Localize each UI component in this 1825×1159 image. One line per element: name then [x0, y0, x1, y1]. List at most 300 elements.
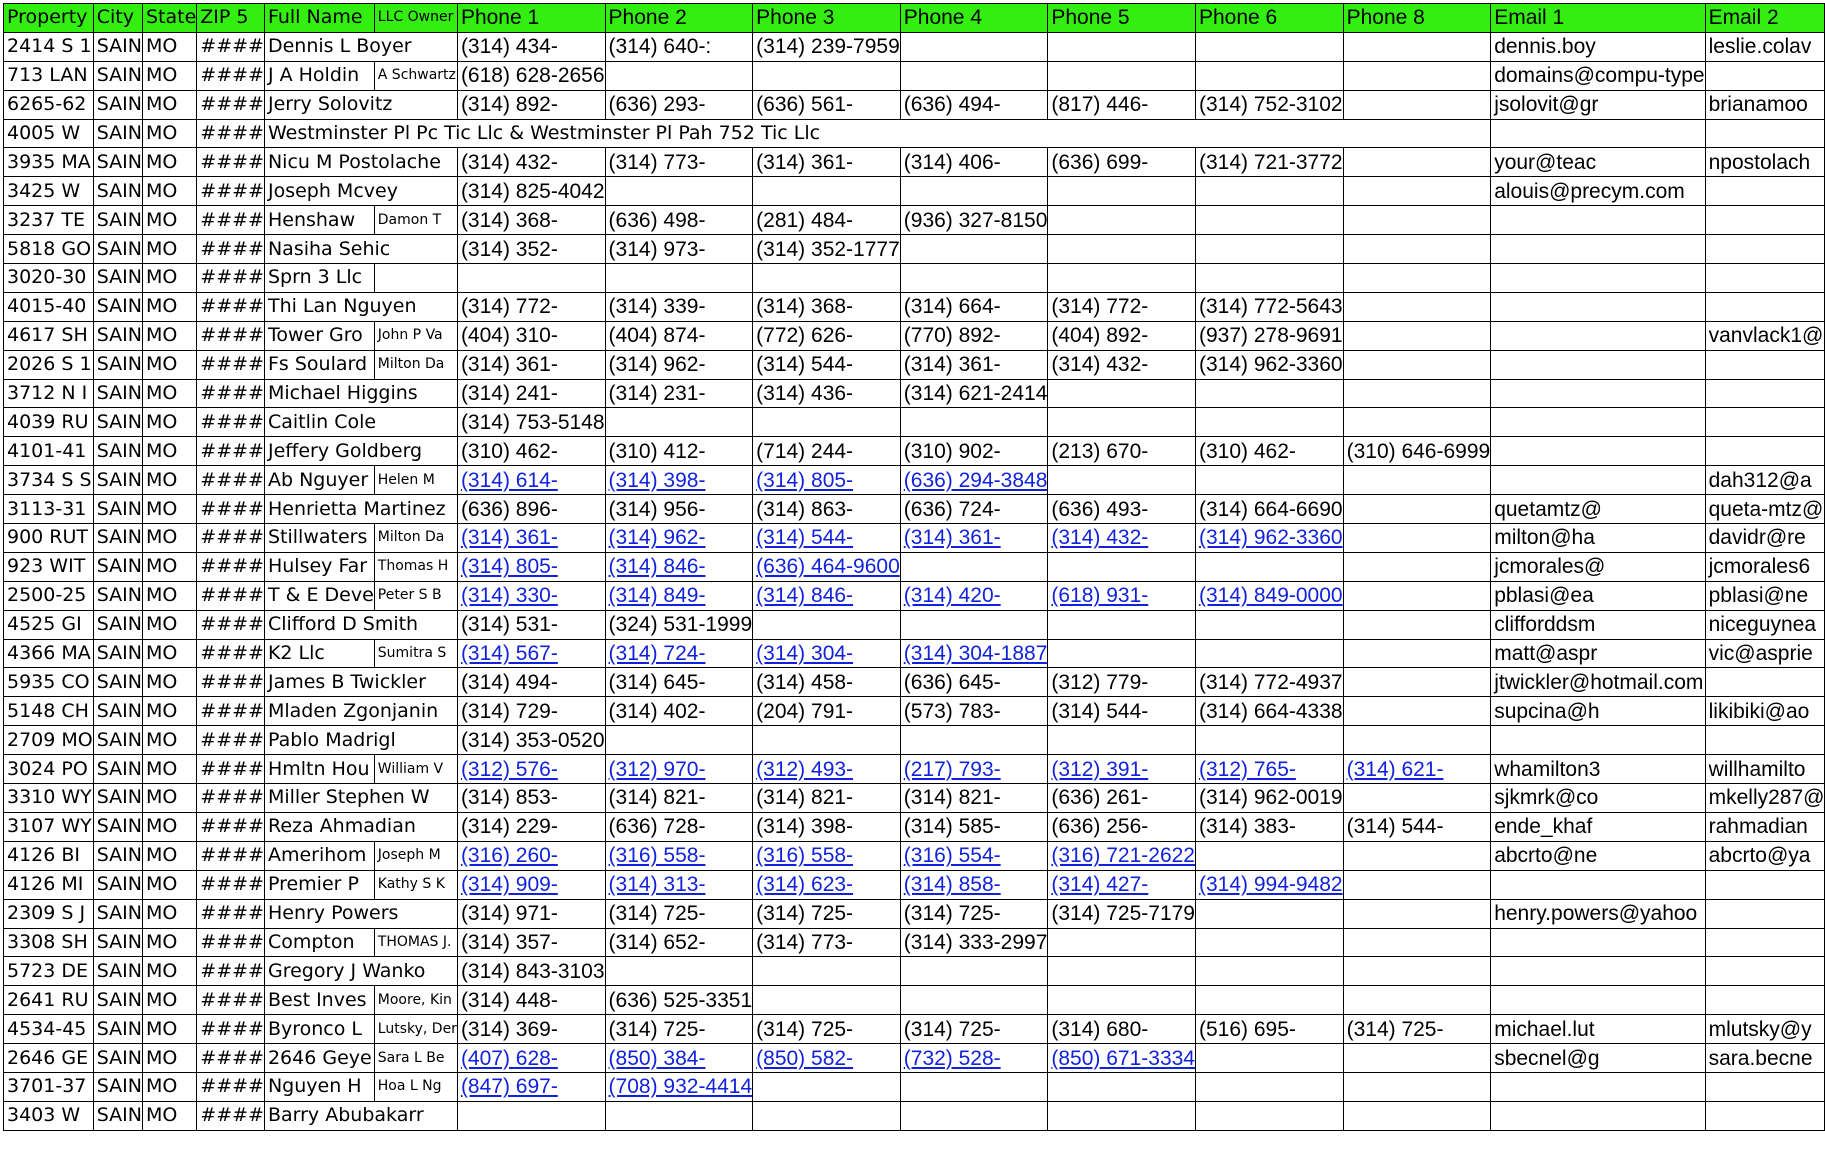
table-cell[interactable]: 3425 W [4, 177, 94, 206]
table-cell[interactable]: (314) 846- [605, 552, 753, 581]
table-cell[interactable]: (636) 561- [753, 90, 901, 119]
table-cell[interactable]: (314) 621-2414 [900, 379, 1048, 408]
table-cell[interactable]: (310) 412- [605, 437, 753, 466]
table-cell[interactable]: SAIN [93, 899, 142, 928]
table-cell[interactable]: (213) 670- [1048, 437, 1196, 466]
table-cell[interactable]: (618) 931- [1048, 581, 1196, 610]
table-cell[interactable]: mlutsky@y [1705, 1015, 1825, 1044]
table-cell[interactable]: #### [197, 1101, 265, 1130]
table-cell[interactable]: (636) 724- [900, 495, 1048, 524]
table-cell[interactable]: Gregory J Wanko [264, 957, 457, 986]
table-cell[interactable]: Compton [264, 928, 374, 957]
table-cell[interactable]: (316) 554- [900, 841, 1048, 870]
table-cell[interactable] [1195, 552, 1343, 581]
table-cell[interactable]: (314) 645- [605, 668, 753, 697]
table-cell[interactable]: MO [142, 784, 196, 813]
table-cell[interactable] [1343, 148, 1491, 177]
table-cell[interactable]: (314) 962-0019 [1195, 784, 1343, 813]
table-cell[interactable]: MO [142, 1015, 196, 1044]
table-cell[interactable]: SAIN [93, 552, 142, 581]
table-cell[interactable]: vanvlack1@ [1705, 321, 1825, 350]
table-cell[interactable]: 713 LAN [4, 61, 94, 90]
table-cell[interactable] [1705, 379, 1825, 408]
table-cell[interactable]: (314) 458- [753, 668, 901, 697]
table-cell[interactable]: Hmltn Hou [264, 755, 374, 784]
table-cell[interactable]: 4039 RU [4, 408, 94, 437]
table-cell[interactable]: (314) 361- [457, 524, 605, 553]
table-cell[interactable] [1048, 726, 1196, 755]
table-cell[interactable]: (314) 241- [457, 379, 605, 408]
table-cell[interactable]: SAIN [93, 668, 142, 697]
table-cell[interactable]: (732) 528- [900, 1044, 1048, 1073]
table-cell[interactable] [1195, 177, 1343, 206]
table-cell[interactable] [1343, 639, 1491, 668]
table-cell[interactable]: Dennis L Boyer [264, 32, 457, 61]
table-cell[interactable]: Milton Da [374, 350, 457, 379]
table-cell[interactable]: (314) 231- [605, 379, 753, 408]
table-cell[interactable]: Miller Stephen W [264, 784, 457, 813]
table-cell[interactable]: SAIN [93, 437, 142, 466]
table-cell[interactable]: (204) 791- [753, 697, 901, 726]
table-cell[interactable]: MO [142, 495, 196, 524]
table-cell[interactable]: Lutsky, Der [374, 1015, 457, 1044]
table-cell[interactable]: #### [197, 350, 265, 379]
table-cell[interactable]: (310) 462- [1195, 437, 1343, 466]
table-cell[interactable]: #### [197, 235, 265, 264]
table-cell[interactable]: #### [197, 32, 265, 61]
table-cell[interactable]: (314) 420- [900, 581, 1048, 610]
table-cell[interactable]: SAIN [93, 466, 142, 495]
table-cell[interactable] [605, 61, 753, 90]
table-cell[interactable] [1491, 1072, 1705, 1101]
table-cell[interactable]: (636) 525-3351 [605, 986, 753, 1015]
table-cell[interactable] [753, 1101, 901, 1130]
column-header[interactable]: ZIP 5 [197, 4, 265, 33]
table-cell[interactable]: (714) 244- [753, 437, 901, 466]
table-cell[interactable]: #### [197, 1072, 265, 1101]
table-cell[interactable]: willhamilto [1705, 755, 1825, 784]
table-cell[interactable]: (636) 498- [605, 206, 753, 235]
table-cell[interactable]: MO [142, 379, 196, 408]
table-cell[interactable]: SAIN [93, 119, 142, 148]
table-cell[interactable]: Amerihom [264, 841, 374, 870]
table-cell[interactable]: (636) 261- [1048, 784, 1196, 813]
table-cell[interactable] [605, 957, 753, 986]
table-cell[interactable] [1195, 235, 1343, 264]
table-cell[interactable] [1491, 321, 1705, 350]
table-cell[interactable]: Henry Powers [264, 899, 457, 928]
table-cell[interactable] [1343, 1101, 1491, 1130]
table-cell[interactable]: Michael Higgins [264, 379, 457, 408]
table-cell[interactable]: Byronco L [264, 1015, 374, 1044]
table-cell[interactable]: #### [197, 639, 265, 668]
table-cell[interactable]: SAIN [93, 812, 142, 841]
table-cell[interactable]: #### [197, 986, 265, 1015]
table-cell[interactable]: (314) 361- [753, 148, 901, 177]
column-header[interactable]: Full Name [264, 4, 374, 33]
table-cell[interactable]: (936) 327-8150 [900, 206, 1048, 235]
table-cell[interactable]: 2709 MO [4, 726, 94, 755]
table-cell[interactable]: Premier P [264, 870, 374, 899]
table-cell[interactable]: Hoa L Ng [374, 1072, 457, 1101]
table-cell[interactable] [1343, 726, 1491, 755]
column-header[interactable]: Phone 4 [900, 4, 1048, 33]
table-cell[interactable]: Nguyen H [264, 1072, 374, 1101]
table-cell[interactable]: 3237 TE [4, 206, 94, 235]
table-cell[interactable]: (314) 567- [457, 639, 605, 668]
column-header[interactable]: State [142, 4, 196, 33]
table-cell[interactable]: (314) 369- [457, 1015, 605, 1044]
table-cell[interactable]: (314) 729- [457, 697, 605, 726]
table-cell[interactable]: SAIN [93, 986, 142, 1015]
table-cell[interactable]: (316) 260- [457, 841, 605, 870]
table-cell[interactable] [753, 610, 901, 639]
table-cell[interactable]: 3935 MA [4, 148, 94, 177]
table-cell[interactable]: (314) 962- [605, 524, 753, 553]
table-cell[interactable]: SAIN [93, 610, 142, 639]
table-cell[interactable] [1048, 32, 1196, 61]
table-cell[interactable]: Helen M [374, 466, 457, 495]
table-cell[interactable]: (314) 304- [753, 639, 901, 668]
table-cell[interactable] [1491, 292, 1705, 321]
table-cell[interactable] [605, 264, 753, 293]
table-cell[interactable]: Tower Gro [264, 321, 374, 350]
table-cell[interactable]: abcrto@ya [1705, 841, 1825, 870]
table-cell[interactable]: William V [374, 755, 457, 784]
table-cell[interactable] [1705, 726, 1825, 755]
table-cell[interactable] [1705, 899, 1825, 928]
table-cell[interactable]: (314) 772- [457, 292, 605, 321]
table-cell[interactable]: (314) 956- [605, 495, 753, 524]
table-cell[interactable]: (636) 293- [605, 90, 753, 119]
table-cell[interactable]: MO [142, 177, 196, 206]
table-cell[interactable] [1048, 1101, 1196, 1130]
table-cell[interactable]: (618) 628-2656 [457, 61, 605, 90]
column-header[interactable]: Phone 2 [605, 4, 753, 33]
table-cell[interactable]: #### [197, 784, 265, 813]
table-cell[interactable] [1048, 986, 1196, 1015]
table-cell[interactable]: 3020-30 [4, 264, 94, 293]
table-cell[interactable] [1195, 957, 1343, 986]
table-cell[interactable]: henry.powers@yahoo [1491, 899, 1705, 928]
table-cell[interactable]: MO [142, 264, 196, 293]
table-cell[interactable]: (314) 721-3772 [1195, 148, 1343, 177]
table-cell[interactable] [1343, 408, 1491, 437]
table-cell[interactable]: MO [142, 812, 196, 841]
table-cell[interactable]: (314) 368- [457, 206, 605, 235]
table-cell[interactable]: #### [197, 466, 265, 495]
table-cell[interactable] [900, 61, 1048, 90]
table-cell[interactable] [1491, 986, 1705, 1015]
table-cell[interactable]: SAIN [93, 870, 142, 899]
table-cell[interactable]: SAIN [93, 350, 142, 379]
table-cell[interactable]: (314) 434- [457, 32, 605, 61]
table-cell[interactable]: Stillwaters [264, 524, 374, 553]
table-cell[interactable]: MO [142, 581, 196, 610]
table-cell[interactable] [900, 957, 1048, 986]
table-cell[interactable]: Clifford D Smith [264, 610, 457, 639]
table-cell[interactable] [1491, 264, 1705, 293]
table-cell[interactable]: (314) 843-3103 [457, 957, 605, 986]
table-cell[interactable]: John P Va [374, 321, 457, 350]
table-cell[interactable] [605, 408, 753, 437]
table-cell[interactable]: Nicu M Postolache [264, 148, 457, 177]
table-cell[interactable] [900, 408, 1048, 437]
table-cell[interactable]: MO [142, 610, 196, 639]
table-cell[interactable] [1048, 610, 1196, 639]
table-cell[interactable]: 4617 SH [4, 321, 94, 350]
table-cell[interactable]: #### [197, 292, 265, 321]
table-cell[interactable]: (314) 773- [605, 148, 753, 177]
table-cell[interactable]: SAIN [93, 639, 142, 668]
table-cell[interactable]: (314) 725- [900, 899, 1048, 928]
table-cell[interactable]: 3308 SH [4, 928, 94, 957]
table-cell[interactable]: MO [142, 292, 196, 321]
table-cell[interactable]: (314) 821- [753, 784, 901, 813]
table-cell[interactable]: Westminster Pl Pc Tic Llc & Westminster Pl Pah 752 Tic Llc [264, 119, 1490, 148]
table-cell[interactable]: Thi Lan Nguyen [264, 292, 457, 321]
table-cell[interactable]: Sara L Be [374, 1044, 457, 1073]
column-header[interactable]: LLC Owner [374, 4, 457, 33]
table-cell[interactable] [1491, 235, 1705, 264]
table-cell[interactable] [1491, 408, 1705, 437]
table-cell[interactable]: SAIN [93, 581, 142, 610]
table-cell[interactable]: likibiki@ao [1705, 697, 1825, 726]
table-cell[interactable]: MO [142, 32, 196, 61]
table-cell[interactable]: (314) 432- [457, 148, 605, 177]
table-cell[interactable] [753, 61, 901, 90]
table-cell[interactable]: #### [197, 812, 265, 841]
table-cell[interactable] [753, 986, 901, 1015]
table-cell[interactable]: 923 WIT [4, 552, 94, 581]
table-cell[interactable] [1343, 264, 1491, 293]
table-cell[interactable]: (314) 585- [900, 812, 1048, 841]
table-cell[interactable] [900, 986, 1048, 1015]
table-cell[interactable]: MO [142, 235, 196, 264]
table-cell[interactable]: SAIN [93, 928, 142, 957]
table-cell[interactable]: (314) 544- [1343, 812, 1491, 841]
table-cell[interactable] [1343, 784, 1491, 813]
table-cell[interactable]: (314) 805- [753, 466, 901, 495]
table-cell[interactable]: (314) 432- [1048, 350, 1196, 379]
table-cell[interactable]: 4525 GI [4, 610, 94, 639]
table-cell[interactable] [1491, 928, 1705, 957]
table-cell[interactable]: MO [142, 90, 196, 119]
table-cell[interactable]: (314) 849- [605, 581, 753, 610]
table-cell[interactable]: dah312@a [1705, 466, 1825, 495]
table-cell[interactable] [605, 177, 753, 206]
table-cell[interactable]: dennis.boy [1491, 32, 1705, 61]
table-cell[interactable] [900, 726, 1048, 755]
table-cell[interactable]: (636) 294-3848 [900, 466, 1048, 495]
table-cell[interactable]: Damon T [374, 206, 457, 235]
table-cell[interactable]: abcrto@ne [1491, 841, 1705, 870]
table-cell[interactable] [900, 552, 1048, 581]
table-cell[interactable]: #### [197, 610, 265, 639]
table-cell[interactable]: 4534-45 [4, 1015, 94, 1044]
table-cell[interactable]: pblasi@ne [1705, 581, 1825, 610]
table-cell[interactable]: #### [197, 437, 265, 466]
table-cell[interactable]: SAIN [93, 61, 142, 90]
table-cell[interactable] [1195, 841, 1343, 870]
table-cell[interactable]: (314) 398- [605, 466, 753, 495]
table-cell[interactable]: SAIN [93, 264, 142, 293]
table-cell[interactable] [1343, 177, 1491, 206]
table-cell[interactable]: Peter S B [374, 581, 457, 610]
table-cell[interactable]: #### [197, 928, 265, 957]
table-cell[interactable]: SAIN [93, 90, 142, 119]
table-cell[interactable] [1195, 466, 1343, 495]
table-cell[interactable]: 2026 S 1 [4, 350, 94, 379]
table-cell[interactable]: (314) 664-4338 [1195, 697, 1343, 726]
table-cell[interactable]: queta-mtz@ [1705, 495, 1825, 524]
table-cell[interactable]: (314) 725-7179 [1048, 899, 1196, 928]
table-cell[interactable] [1705, 668, 1825, 697]
table-cell[interactable]: Ab Nguyer [264, 466, 374, 495]
table-cell[interactable] [457, 1101, 605, 1130]
table-cell[interactable]: Caitlin Cole [264, 408, 457, 437]
table-cell[interactable] [1491, 726, 1705, 755]
table-cell[interactable]: (312) 576- [457, 755, 605, 784]
table-cell[interactable]: (316) 558- [753, 841, 901, 870]
table-cell[interactable]: (708) 932-4414 [605, 1072, 753, 1101]
table-cell[interactable]: (314) 353-0520 [457, 726, 605, 755]
table-cell[interactable]: 3024 PO [4, 755, 94, 784]
table-cell[interactable]: #### [197, 264, 265, 293]
table-cell[interactable] [1491, 957, 1705, 986]
table-cell[interactable]: sara.becne [1705, 1044, 1825, 1073]
table-cell[interactable] [900, 235, 1048, 264]
table-cell[interactable]: 3701-37 [4, 1072, 94, 1101]
table-cell[interactable] [1705, 986, 1825, 1015]
table-cell[interactable]: (314) 664- [900, 292, 1048, 321]
table-cell[interactable] [1195, 899, 1343, 928]
table-cell[interactable]: #### [197, 1044, 265, 1073]
table-cell[interactable] [1705, 1101, 1825, 1130]
table-cell[interactable]: niceguynea [1705, 610, 1825, 639]
table-cell[interactable]: #### [197, 61, 265, 90]
table-cell[interactable]: (314) 858- [900, 870, 1048, 899]
table-cell[interactable]: MO [142, 524, 196, 553]
table-cell[interactable] [1491, 870, 1705, 899]
table-cell[interactable] [1343, 61, 1491, 90]
table-cell[interactable]: domains@compu-type [1491, 61, 1705, 90]
table-cell[interactable] [1705, 292, 1825, 321]
table-cell[interactable]: (310) 646-6999 [1343, 437, 1491, 466]
table-cell[interactable]: 3712 N I [4, 379, 94, 408]
table-cell[interactable]: sjkmrk@co [1491, 784, 1705, 813]
table-cell[interactable]: (314) 664-6690 [1195, 495, 1343, 524]
table-cell[interactable] [1705, 957, 1825, 986]
column-header[interactable]: Phone 3 [753, 4, 901, 33]
table-cell[interactable]: Moore, Kin [374, 986, 457, 1015]
table-cell[interactable]: MO [142, 668, 196, 697]
table-cell[interactable]: (314) 971- [457, 899, 605, 928]
table-cell[interactable]: Joseph M [374, 841, 457, 870]
table-cell[interactable] [1343, 697, 1491, 726]
table-cell[interactable] [1048, 639, 1196, 668]
table-cell[interactable] [1705, 1072, 1825, 1101]
column-header[interactable]: Phone 8 [1343, 4, 1491, 33]
table-cell[interactable]: (636) 699- [1048, 148, 1196, 177]
table-cell[interactable]: 3113-31 [4, 495, 94, 524]
table-cell[interactable]: MO [142, 899, 196, 928]
table-cell[interactable] [1343, 206, 1491, 235]
table-cell[interactable] [1048, 177, 1196, 206]
table-cell[interactable]: MO [142, 119, 196, 148]
table-cell[interactable]: (314) 432- [1048, 524, 1196, 553]
table-cell[interactable]: (314) 680- [1048, 1015, 1196, 1044]
table-cell[interactable]: #### [197, 870, 265, 899]
table-cell[interactable]: #### [197, 379, 265, 408]
table-cell[interactable] [1343, 1072, 1491, 1101]
table-cell[interactable] [1343, 379, 1491, 408]
table-cell[interactable]: (850) 582- [753, 1044, 901, 1073]
table-cell[interactable]: your@teac [1491, 148, 1705, 177]
table-cell[interactable]: (314) 544- [753, 350, 901, 379]
table-cell[interactable]: (314) 352- [457, 235, 605, 264]
table-cell[interactable]: (316) 558- [605, 841, 753, 870]
table-cell[interactable]: (636) 464-9600 [753, 552, 901, 581]
table-cell[interactable]: 2646 Geye [264, 1044, 374, 1073]
table-cell[interactable]: (314) 772-4937 [1195, 668, 1343, 697]
table-cell[interactable] [1048, 379, 1196, 408]
table-cell[interactable]: #### [197, 957, 265, 986]
table-cell[interactable] [1195, 726, 1343, 755]
table-cell[interactable]: Reza Ahmadian [264, 812, 457, 841]
table-cell[interactable]: (314) 821- [900, 784, 1048, 813]
table-cell[interactable]: 4126 BI [4, 841, 94, 870]
table-cell[interactable]: rahmadian [1705, 812, 1825, 841]
table-cell[interactable]: 3107 WY [4, 812, 94, 841]
table-cell[interactable]: Kathy S K [374, 870, 457, 899]
table-cell[interactable]: whamilton3 [1491, 755, 1705, 784]
table-cell[interactable]: (281) 484- [753, 206, 901, 235]
column-header[interactable]: Email 2 [1705, 4, 1825, 33]
table-cell[interactable]: Jerry Solovitz [264, 90, 457, 119]
table-cell[interactable]: (314) 383- [1195, 812, 1343, 841]
table-cell[interactable]: THOMAS J. [374, 928, 457, 957]
table-cell[interactable] [1195, 1072, 1343, 1101]
table-cell[interactable] [1343, 90, 1491, 119]
table-cell[interactable]: milton@ha [1491, 524, 1705, 553]
table-cell[interactable]: MO [142, 755, 196, 784]
table-cell[interactable]: MO [142, 986, 196, 1015]
table-cell[interactable]: (636) 493- [1048, 495, 1196, 524]
table-cell[interactable] [1343, 32, 1491, 61]
table-cell[interactable]: (314) 773- [753, 928, 901, 957]
table-cell[interactable]: (314) 753-5148 [457, 408, 605, 437]
table-cell[interactable]: (314) 725- [900, 1015, 1048, 1044]
table-cell[interactable]: #### [197, 697, 265, 726]
table-cell[interactable]: MO [142, 1044, 196, 1073]
table-cell[interactable]: (314) 352-1777 [753, 235, 901, 264]
table-cell[interactable]: (314) 725- [605, 1015, 753, 1044]
table-cell[interactable] [1195, 32, 1343, 61]
table-cell[interactable]: #### [197, 1015, 265, 1044]
table-cell[interactable]: (314) 962- [605, 350, 753, 379]
table-cell[interactable]: (850) 671-3334 [1048, 1044, 1196, 1073]
table-cell[interactable]: MO [142, 726, 196, 755]
table-cell[interactable]: (314) 994-9482 [1195, 870, 1343, 899]
table-cell[interactable]: (314) 402- [605, 697, 753, 726]
table-cell[interactable]: 2500-25 [4, 581, 94, 610]
table-cell[interactable]: SAIN [93, 755, 142, 784]
table-cell[interactable] [1195, 639, 1343, 668]
table-cell[interactable]: (314) 725- [1343, 1015, 1491, 1044]
table-cell[interactable]: (937) 278-9691 [1195, 321, 1343, 350]
table-cell[interactable]: #### [197, 119, 265, 148]
